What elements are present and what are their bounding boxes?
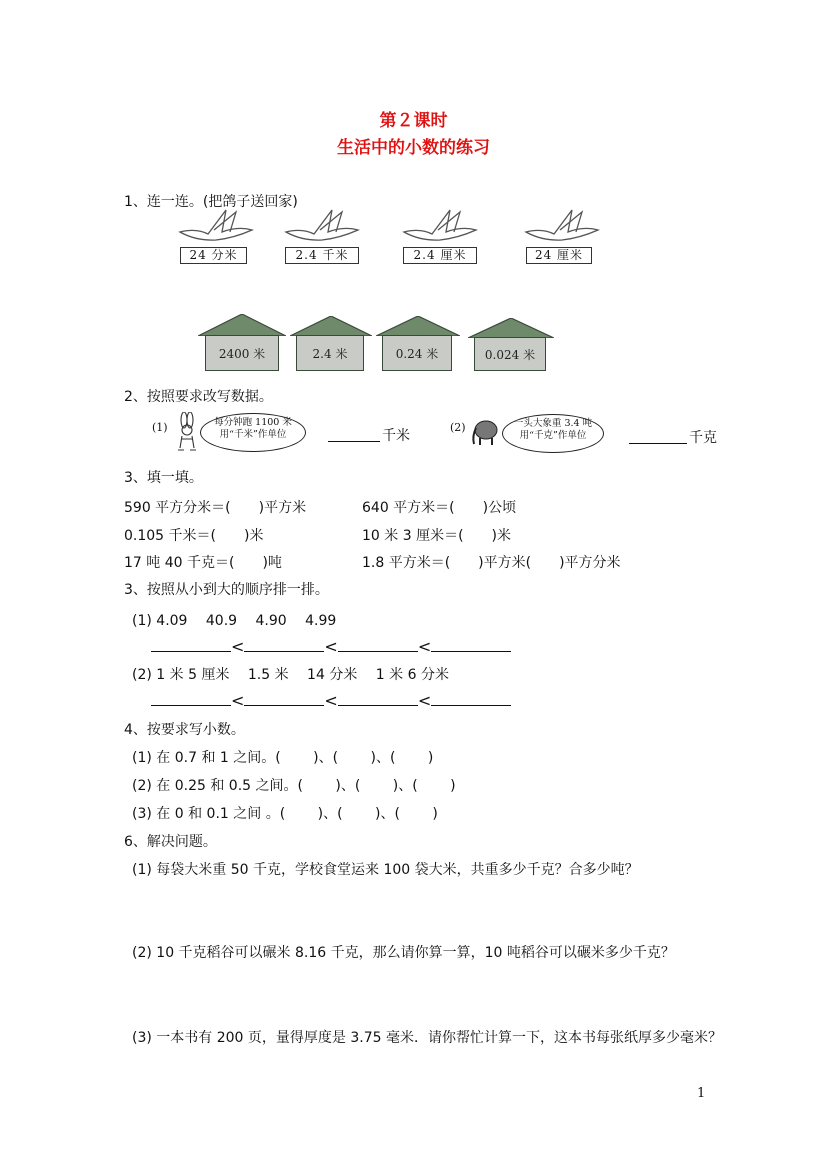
speech-bubble-1 <box>200 413 306 452</box>
pigeon-icon <box>282 208 362 246</box>
bird-label-1: 24 分米 <box>180 247 247 264</box>
house-label-3: 0.24 米 <box>382 335 452 371</box>
bird-label-4: 24 厘米 <box>526 247 592 264</box>
answer-blank-2[interactable] <box>629 429 687 448</box>
fill-item-3: 0.105 千米＝( )米 <box>124 528 264 544</box>
q6-prompt: 6、解决问题。 <box>124 834 217 850</box>
bird-label-2: 2.4 千米 <box>285 247 359 264</box>
house-icon <box>198 314 286 336</box>
q4-prompt: 4、按要求写小数。 <box>124 722 245 738</box>
less-than-sign: < <box>324 637 338 656</box>
less-than-sign: < <box>417 637 432 656</box>
order-item-2: (2) 1 米 5 厘米 1.5 米 14 分米 1 米 6 分米 <box>132 667 449 683</box>
speech-bubble-2 <box>502 414 604 453</box>
page-title: 生活中的小数的练习 <box>337 138 490 158</box>
house-label-2: 2.4 米 <box>296 335 364 371</box>
q3-order-prompt: 3、按照从小到大的顺序排一排。 <box>124 582 329 598</box>
fill-item-5: 17 吨 40 千克＝( )吨 <box>124 555 282 571</box>
house-icon <box>468 318 554 338</box>
order-item-1: (1) 4.09 40.9 4.90 4.99 <box>132 613 337 629</box>
q2-item2-number: (2) <box>450 421 466 434</box>
q4-item-2: (2) 在 0.25 和 0.5 之间。( )、( )、( ) <box>132 778 456 794</box>
elephant-icon <box>470 416 500 450</box>
bubble-2-line2: 用“千克”作单位 <box>519 430 587 441</box>
pigeon-icon <box>176 208 256 246</box>
house-label-1: 2400 米 <box>205 335 279 371</box>
bird-label-3: 2.4 厘米 <box>403 247 477 264</box>
house-icon <box>376 316 460 336</box>
q2-unit-2: 千克 <box>689 430 717 446</box>
q2-unit-1: 千米 <box>382 428 410 444</box>
fill-item-6: 1.8 平方米＝( )平方米( )平方分米 <box>362 555 621 571</box>
pigeon-icon <box>400 208 480 246</box>
house-label-4: 0.024 米 <box>474 337 546 371</box>
q4-item-1: (1) 在 0.7 和 1 之间。( )、( )、( ) <box>132 750 434 766</box>
bubble-1-line2: 用“千米”作单位 <box>219 429 287 440</box>
house-icon <box>290 316 372 336</box>
less-than-sign: < <box>231 691 245 710</box>
order-blanks-2[interactable] <box>151 691 511 710</box>
less-than-sign: < <box>324 691 338 710</box>
answer-blank-1[interactable] <box>328 427 380 446</box>
fill-item-2: 640 平方米＝( )公顷 <box>362 500 517 516</box>
less-than-sign: < <box>417 691 432 710</box>
q4-item-3: (3) 在 0 和 0.1 之间 。( )、( )、( ) <box>132 806 438 822</box>
q2-item1-number: (1) <box>152 421 168 434</box>
bubble-2-line1: 一头大象重 3.4 吨 <box>513 418 593 429</box>
page-number: 1 <box>697 1086 706 1101</box>
q2-prompt: 2、按照要求改写数据。 <box>124 389 273 405</box>
lesson-heading: 第２课时 <box>379 111 448 131</box>
fill-item-1: 590 平方分米＝( )平方米 <box>124 500 307 516</box>
q1-prompt: 1、连一连。(把鸽子送回家) <box>124 194 298 210</box>
bubble-1-line1: 每分钟跑 1100 米 <box>214 417 292 428</box>
q3-fill-prompt: 3、填一填。 <box>124 470 203 486</box>
problem-2: (2) 10 千克稻谷可以碾米 8.16 千克，那么请你算一算，10 吨稻谷可以碾米多少千克？ <box>132 945 675 961</box>
problem-3: (3) 一本书有 200 页，量得厚度是 3.75 毫米．请你帮忙计算一下，这本书每张纸厚多少毫米？ <box>132 1030 722 1046</box>
problem-1: (1) 每袋大米重 50 千克，学校食堂运来 100 袋大米，共重多少千克？合多少吨？ <box>132 862 639 878</box>
rabbit-icon <box>172 412 200 458</box>
less-than-sign: < <box>231 637 245 656</box>
order-blanks-1[interactable] <box>151 637 511 656</box>
fill-item-4: 10 米 3 厘米＝( )米 <box>362 528 511 544</box>
pigeon-icon <box>522 208 602 246</box>
